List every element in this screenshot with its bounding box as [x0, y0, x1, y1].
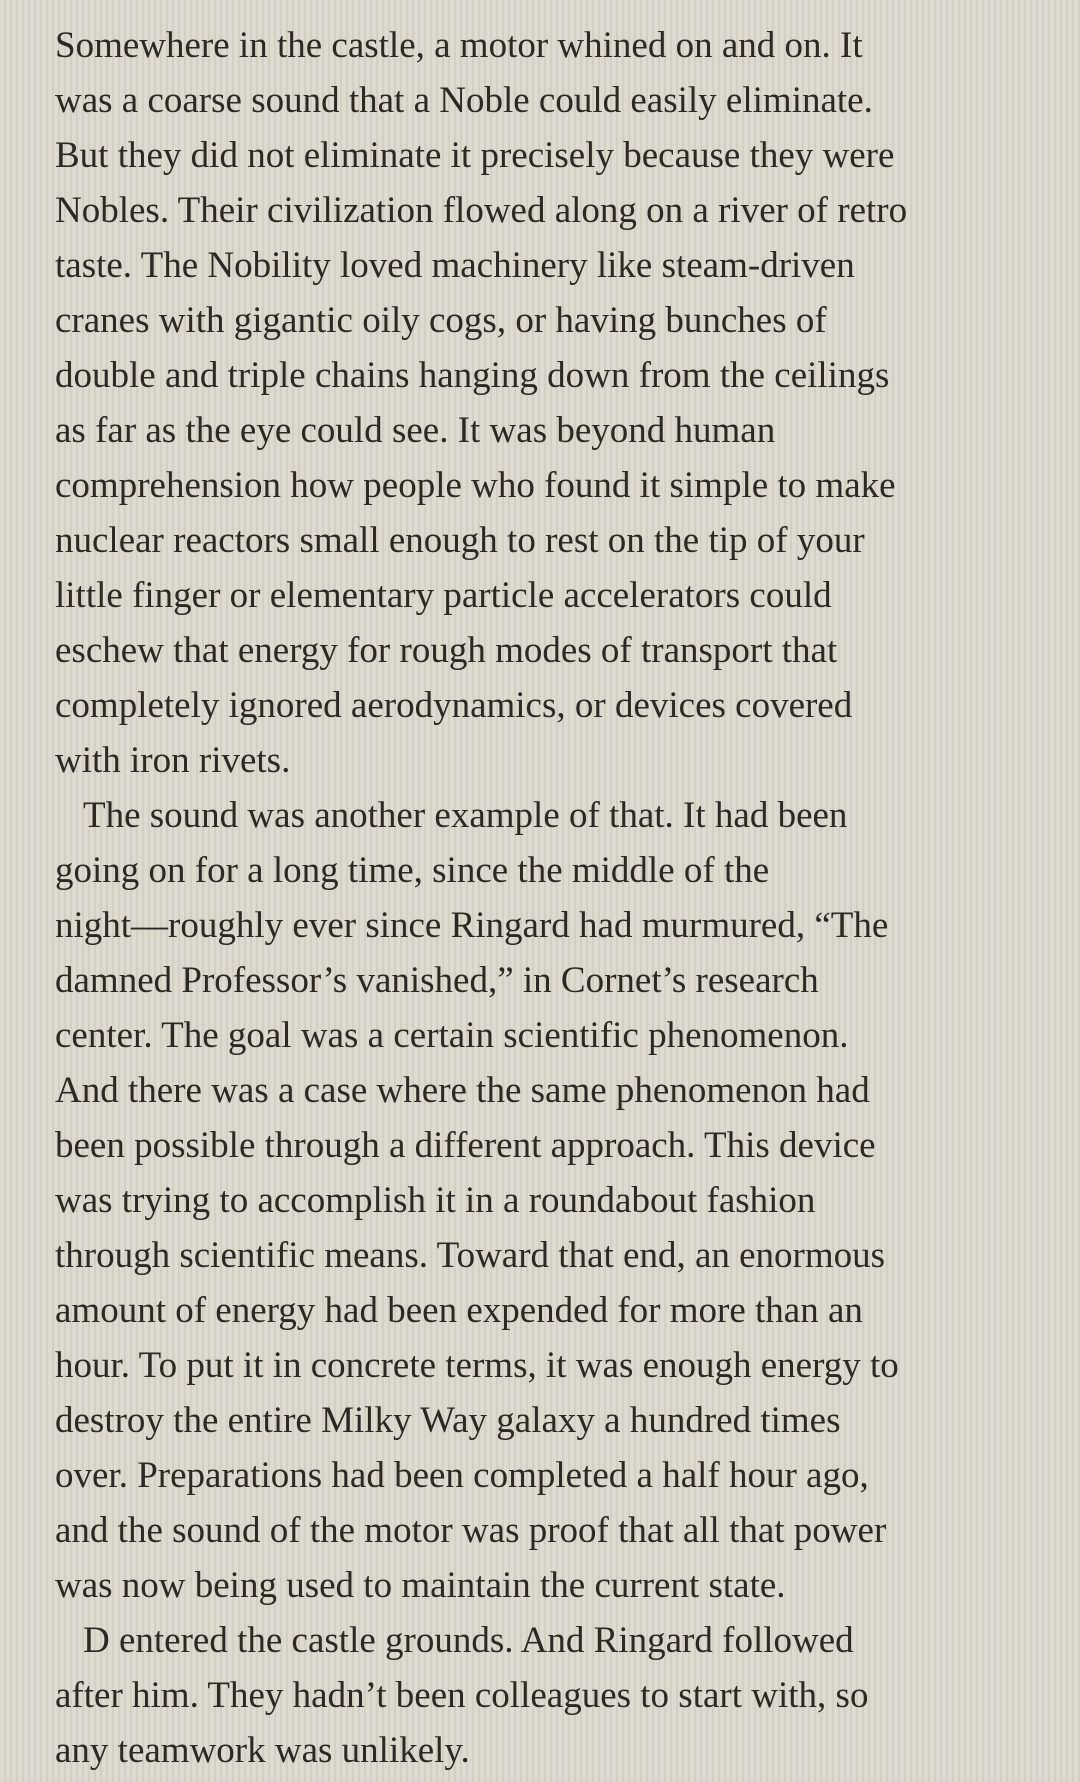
text-line: D entered the castle grounds. And Ringard followed — [83, 1620, 854, 1661]
text-line: was a coarse sound that a Noble could easily eliminate. — [55, 80, 873, 121]
text-line: hour. To put it in concrete terms, it was enough energy to — [55, 1345, 899, 1386]
text-line: completely ignored aerodynamics, or devices covered — [55, 685, 853, 726]
paragraph — [55, 1613, 1056, 1778]
text-line: as far as the eye could see. It was beyond human — [55, 410, 776, 451]
text-line: eschew that energy for rough modes of transport that — [55, 630, 838, 671]
text-line: amount of energy had been expended for more than an — [55, 1290, 863, 1331]
text-line: Somewhere in the castle, a motor whined on and on. It — [55, 25, 863, 66]
text-line: little finger or elementary particle accelerators could — [55, 575, 832, 616]
text-line: after him. They hadn’t been colleagues to start with, so — [55, 1675, 869, 1716]
paragraph — [55, 788, 1056, 1613]
text-line: damned Professor’s vanished,” in Cornet’s research — [55, 960, 819, 1001]
text-line: any teamwork was unlikely. — [55, 1730, 470, 1771]
text-line: The sound was another example of that. It had been — [83, 795, 848, 836]
text-line: and the sound of the motor was proof that all that power — [55, 1510, 887, 1551]
text-line: night—roughly ever since Ringard had murmured, “The — [55, 905, 889, 946]
text-line: was trying to accomplish it in a roundabout fashion — [55, 1180, 816, 1221]
text-line: Nobles. Their civilization flowed along on a river of retro — [55, 190, 908, 231]
text-line: through scientific means. Toward that end, an enormous — [55, 1235, 886, 1276]
text-line: cranes with gigantic oily cogs, or having bunches of — [55, 300, 827, 341]
text-line: destroy the entire Milky Way galaxy a hundred times — [55, 1400, 841, 1441]
text-line: going on for a long time, since the middle of the — [55, 850, 770, 891]
text-line: And there was a case where the same phenomenon had — [55, 1070, 870, 1111]
text-line: nuclear reactors small enough to rest on the tip of your — [55, 520, 865, 561]
text-line: taste. The Nobility loved machinery like steam-driven — [55, 245, 855, 286]
text-line: center. The goal was a certain scientific phenomenon. — [55, 1015, 849, 1056]
text-line: was now being used to maintain the current state. — [55, 1565, 786, 1606]
text-line: comprehension how people who found it simple to make — [55, 465, 896, 506]
text-line: been possible through a different approach. This device — [55, 1125, 876, 1166]
text-line: But they did not eliminate it precisely because they were — [55, 135, 895, 176]
text-line: over. Preparations had been completed a half hour ago, — [55, 1455, 869, 1496]
paragraph — [55, 18, 1056, 788]
text-line: with iron rivets. — [55, 740, 291, 781]
text-line: double and triple chains hanging down from the ceilings — [55, 355, 890, 396]
